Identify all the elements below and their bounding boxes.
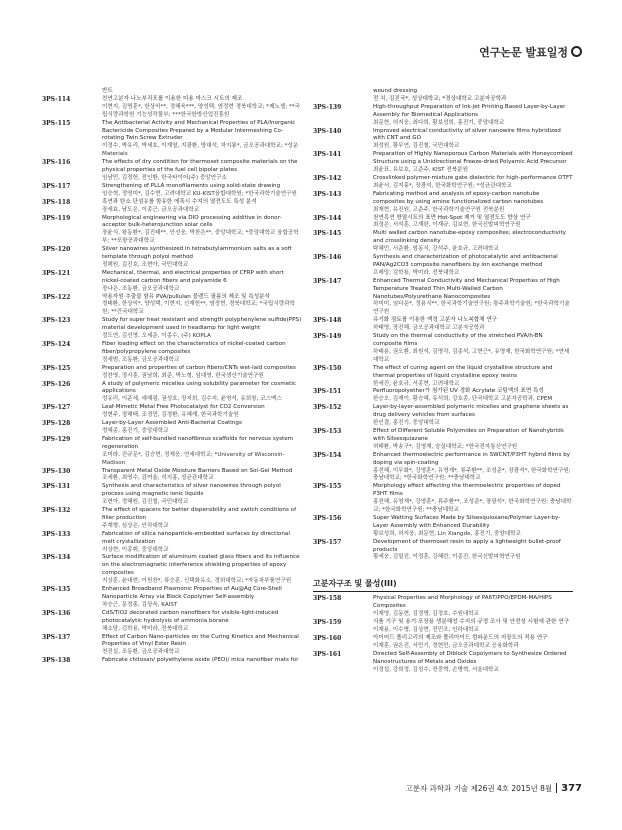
entry-title: Effect of Different Soluble Polyimides on Preparation of Nanohybrids with Silsesquiazane [373,427,564,442]
journal-info: 고분자 과학과 기술 제26권 4호 2015년 8월 [405,784,553,793]
entry-authors: 하미미, 임다운*, 정용식**, 한국과학기술연구원; 광주과학기술원; *한국과학기술연구원 [373,301,570,316]
entry-authors: 정찬영, 정시훈, 권남희, 최준, 박노형, 임대영, 한국생산기술연구원 [102,372,264,379]
entry-authors: 장세효, 남도은, 이종근, 금오공과대학교 [102,206,200,213]
entry-authors: 임남민, 김정헌, 전인환, 한국타이어(주) 중앙연구소 [102,174,227,181]
section-title: 고분자구조 및 물성(III) [313,578,573,592]
entry-code: 3PS-136 [42,609,71,617]
divider [556,783,557,793]
entry-authors: 탁혜민, 서준환, 엄동식, 강석주, 윤호규, 고려대학교 [373,246,499,253]
entry-authors: 정태환, 한상익*, 양성택, 이현지, 신재헌**, 염정현, 경북대학교; *국립식량과학원; **건국대학교 [102,301,295,316]
entry-title: 친연고분자 나노부직포를 이용한 미용 마스크 시트의 제조 [102,95,243,102]
entry-authors: 지상현, 이종휘, 중앙대학교 [102,546,169,553]
entry-code: 3PS-160 [313,634,342,642]
program-entry [42,120,302,160]
entry-title: Crosslinked polymer-mixture gate dielectric for high-performance OTFT [373,174,573,181]
program-entry [313,452,573,484]
entry-code: 3PS-141 [313,151,342,159]
entry-title: Silver nanowires synthesized in tetrabutylammonium salts as a soft template through polyol method [102,246,292,261]
entry-authors: 이재훈, 권은진, 서민기, 정현민, 금오공과대학교 응용화학과 [373,642,519,649]
program-entry [313,278,573,318]
entry-authors: 정유리, 이준세, 예해림, 권성호, 장지희, 김수지, 윤영석, 유희창, 코스맥스 [102,396,282,403]
header-title: 연구논문 발표일정 [479,46,568,59]
program-entry [313,215,573,231]
program-entry [313,104,573,128]
right-column [313,88,573,674]
program-entry [42,483,302,507]
program-entry [42,183,302,199]
entry-title: The effect of curing agent on the liquid crystalline structure and thermal properties of liquid crystalline epoxy resins [373,364,553,379]
entry-title: Multi walled carbon nanotube-epoxy composites; electroconductivity and crosslinking density [373,230,566,245]
entry-code: 3PS-156 [313,514,342,522]
program-entry [313,515,573,539]
entry-code: 3PS-146 [313,254,342,262]
entry-title: 약용자원 추출물 함유 PVA/pullulan 블렌드 필름의 제조 및 특성분석 [102,293,270,300]
entry-code: 3PS-138 [42,657,71,665]
program-entry [313,483,573,515]
program-entry [313,539,573,563]
entry-authors: 이정수, 박유리, 박세호, 이재열, 지광환, 방대석, 차지룡*, 금오공과대학교; *성운 Materials [102,143,299,158]
entry-authors: 지상훈, 윤대현, 이원찬*, 류승훈, 신택화유소, 경희대학교; *자동차부품연구원 [102,578,292,585]
entry-title: Enhanced Broadband Plasmonic Properties of Au@Ag Core-Shell Nanoparticle Array via Block Copolymer Self-assembly [102,586,282,600]
entry-authors: 한인결, 홍진기, 중앙대학교 [373,420,440,427]
entry-title: Transparent Metal Oxide Moisture Barriers Based on Sol-Gel Method [102,467,293,474]
program-entry [42,199,302,215]
program-entry [42,586,302,610]
program-entry [42,341,302,365]
entry-title: Development of thermoset resin to apply a lightweight bullet-proof products [373,538,561,553]
program-entry [42,436,302,468]
program-entry [313,128,573,152]
entry-title: Directed Self-Assembly of Diblock Copolymers to Synthesize Ordered Nanostructures of Metals and Oxides [373,650,567,665]
entry-authors: 허태환, 박송구*, 김영재, 숭실대학교; *한국전자통신연구원 [373,443,518,450]
entry-code: 3PS-157 [313,538,342,546]
page-header [479,44,582,60]
program-entry [42,381,302,405]
entry-code: 3PS-144 [313,214,342,222]
entry-authors: 최윤표, 유보호, 고준주, KIST 전북분원 [373,167,468,174]
entry-code: 3PS-114 [42,95,71,103]
entry-code: 3PS-125 [42,364,71,372]
entry-code: 3PS-139 [313,103,342,111]
entry-code: 3PS-126 [42,380,71,388]
entry-code: 3PS-140 [313,127,342,135]
entry-title: Fiber loading effect on the characteristics of nickel-coated carbon fiber/polypropylene composites [102,341,286,355]
program-entry [42,159,302,183]
entry-code: 3PS-151 [313,388,342,396]
entry-authors: 정해원, 김진호, 조현아, 국민대학교 [102,261,189,268]
entry-code: 3PS-115 [42,119,71,127]
entry-code: 3PS-119 [42,214,71,222]
continued-title: 반트 [102,88,113,94]
entry-title: 아이어드 폴리고리의 제조와 폴리아이드 컴파운드의 저장도의 적용 연구 [373,634,548,641]
entry-code: 3PS-124 [42,341,71,348]
entry-title: Fabricating method and analysis of epoxy-carbon nanotube composites by using amine functionalized carbon nanotubes [373,190,544,205]
entry-title: The effects of dry condition for thermoset composite materials on the physical properties of the fuel cell bipolar plates [102,159,298,174]
entry-code: 3PS-155 [313,483,342,491]
entry-title: Study for super heat resistant and strength polyphenylene sulfide(PPS) material development used in headlamp for light weight [102,317,302,332]
entry-code: 3PS-161 [313,650,342,658]
program-entry [42,468,302,484]
circle-icon [571,46,582,57]
entry-title: Leaf-Mimetic Metal Free Photocatalyst for CO2 Conversion [102,404,265,411]
left-entry-list [42,96,302,665]
entry-authors: 이재용, 이수병, 김상현, 진민조, 인하대학교 [373,627,480,633]
entry-authors: 황세웅, 김밀진, 이정훈, 강혜란, 이종진, 한국신발피혁연구원 [373,554,521,561]
entry-authors: 장나은, 조동환, 금오공과대학교 [102,285,180,292]
entry-code: 3PS-127 [42,404,71,412]
program-entry [313,651,573,675]
program-entry [42,96,302,120]
program-entry [42,404,302,420]
entry-title: Layer-by-layer-assembled polymeric micelles and graphene sheets as drug delivery vehicles from surfaces [373,404,569,419]
program-entry [313,388,573,404]
left-column [42,88,302,665]
program-entry [313,365,573,389]
entry-code: 3PS-117 [42,182,71,190]
entry-title: Surface modification of aluminum coated glass fibers and its influence on the electromagnetic interference shielding properties of epoxy composites [102,554,300,577]
entry-authors: 황보성희, 허지웅, 최문현, Lin Xiangde, 홍진기, 중앙대학교 [373,530,521,537]
entry-code: 3PS-149 [313,333,342,341]
entry-title: Strengthening of PLLA monofilaments using solid-state drawing [102,182,281,189]
entry-code: 3PS-122 [42,293,71,301]
entry-title: Preparation of Highly Nanoporous Carbon Materials with Honeycombed Structure using a Unidirectional Freeze-dried Polyamic Acid Precursor [373,151,573,166]
program-entry [313,230,573,254]
program-entry [313,191,573,215]
entry-title: Physical Properties and Morphology of PA6T/PPO/EPDM-MA/HIPS Composites [373,595,552,610]
entry-code: 3PS-116 [42,159,71,167]
entry-authors: 조세환, 최영수, 김여울, 석지홍, 성균관대학교 [102,475,214,482]
program-entry [313,635,573,651]
entry-code: 3PS-120 [42,246,71,254]
entry-authors: 최재현, 유진원, 고준주, 한국과학기술연구원 전북분원 [373,206,505,213]
entry-title: High-throughput Preparation of Ink-jet Printing Based Layer-by-Layer Assembly for Biomedical Applications [373,103,566,118]
program-entry [313,333,573,365]
program-entry [42,294,302,318]
entry-title: Fabrication of silica nanoparticle-embedded surfaces by directional melt crystallization [102,530,290,545]
entry-title: The effect of spacers for better dispersibility and switch conditions of filler production [102,507,297,521]
entry-title: 유기화 점토를 이용한 액정 고분자 나노복합체 연구 [373,317,498,324]
entry-authors: 정현주, 정해태, 조경민, 김경환, 유혜재, 한국과학기술원 [102,412,239,419]
program-entry [313,619,573,635]
entry-title: Perfluoropolyether가 첨가된 UV 경화 Acrylate 코팅액의 표면 특성 [373,388,544,395]
program-entry [42,270,302,294]
entry-title: 천연흑연 방열시트의 표면 Hot-Spot 제거 및 열전도도 향상 연구 [373,214,531,221]
entry-code: 3PS-130 [42,467,71,475]
entry-authors: 최성원, 황무연, 김진철, 국민대학교 [373,143,460,150]
entry-authors: 이정섭, 강희정, 김성수, 전중혁, 손병혁, 서울대학교 [373,666,499,673]
program-entry [313,175,573,191]
program-entry [42,531,302,555]
entry-code: 3PS-123 [42,317,71,325]
entry-title: Enhanced thermoelectric performance in SWCNT/P3HT hybrid films by doping via spin-coating [373,451,571,466]
continued-authors: 전 치, 김진국*, 성상대학교; *경상대학교 고분자공학과 [373,95,507,102]
section-entry-list [313,595,573,674]
entry-authors: 홍전혜, 유영재*, 강영훈*, 류주환**, 조성준*, 장광석*, 한국화학연구원; 충남대학교; *한국화학연구원; **충남대학교 [373,499,572,514]
entry-authors: 장윤식, 왕동환*, 김진태**, 안선웅, 박찬은**, 중앙대학교; *중앙대학교 융합공학부; **포항공과대학교 [102,230,299,245]
entry-code: 3PS-150 [313,364,342,372]
entry-authors: 임승혁, 정영미*, 김수현, 고려대학교 KU-KIST융합대학원; *한국과학기술연구원 [102,190,297,197]
program-entry [313,151,573,175]
entry-code: 3PS-128 [42,420,71,428]
entry-code: 3PS-152 [313,404,342,412]
entry-authors: 조현아, 정해원, 김진철, 국민대학교 [102,499,189,506]
program-entry [313,595,573,619]
program-entry [42,507,302,531]
entry-authors: 최정은, 서석훈, 고재완, 이재규, 김보현, 한국신발피혁연구원 [373,222,521,229]
entry-title: Synthesis and characteristics of silver nanowires through polyol process using magnetic ionic liquids [102,483,281,498]
entry-authors: 채소담, 김학용, 박미라, 전북대학교 [102,625,189,632]
entry-title: Fabrication of self-bundled nanofibrous scaffolds for nervous system regeneration [102,435,294,450]
program-entry [313,317,573,333]
entry-authors: 천진실, 조동환, 금오공과대학교 [102,649,180,656]
entry-title: Study on the thermal conductivity of the stretched PVA/h-BN composite films [373,333,543,347]
program-entry [42,610,302,634]
entry-title: The Antibacterial Activity and Mechanical Properties of PLA/Inorganic Bactericide Composites Prepared by a Modular Intermeshing Co-rotating Twin Screw Extruder [102,119,296,142]
entry-code: 3PS-158 [313,595,342,603]
entry-code: 3PS-159 [313,619,342,627]
entry-code: 3PS-133 [42,530,71,538]
entry-code: 3PS-118 [42,198,71,206]
entry-code: 3PS-129 [42,435,71,443]
entry-code: 3PS-148 [313,317,342,325]
entry-code: 3PS-154 [313,451,342,459]
program-entry [42,634,302,658]
entry-code: 3PS-121 [42,269,71,277]
entry-code: 3PS-135 [42,586,71,594]
program-entry [42,420,302,436]
entry-title: Morphology effect affecting the thermoelectric properties of doped P3HT films [373,483,561,498]
entry-title: Mechanical, thermal, and electrical properties of CFRP with short nickel-coated carbon fibers and polyamide 6 [102,269,284,284]
entry-authors: 조미라, 진규문*, 김승현, 정재웅, 연세대학교; *University of Wisconsin-Madison [102,451,285,466]
entry-authors: 이현지, 김명훈*, 한상익**, 정혜욱***, 양성택, 염정현 경북대학교; *제노셀; **국립식량과학원 기능성작물부; ***한국한방산업진흥원 [102,103,300,118]
entry-title: Morphological engineering via DIO processing additive in donor-acceptor bulk-heterojunction solar cells [102,214,282,229]
entry-title: 식품 기구 및 용기·포장용 생분해성 수지의 규정 조사 및 안전성 시험에 관한 연구 [373,619,570,626]
entry-authors: 한세진, 윤호규, 서종현, 고려대학교 [373,380,460,387]
entry-title: Super Wetting Surfaces Made by Silsesquioxane/Polymer Layer-by-Layer Assembly with Enhanced Durability [373,514,561,529]
page-number: 377 [561,783,582,794]
entry-title: 흑연과 탄소 단섬유를 함유한 에폭시 수지의 열전도도 특성 분석 [102,198,257,205]
entry-code: 3PS-137 [42,633,71,641]
entry-authors: 홍전혜, 이무화*, 강영훈*, 유영재*, 류주환**, 조성준*, 장광석*, 한국화학연구원; 충남대학교; *한국화학연구원; **충남대학교 [373,467,571,482]
entry-code: 3PS-143 [313,190,342,198]
entry-authors: 최윤서, 김지홍*, 장광석, 한국화학연구원; *성균관대학교 [373,182,512,189]
entry-code: 3PS-142 [313,174,342,182]
right-entry-list [313,104,573,563]
entry-title: Fabricate chitosan/ polyethylene oxide (PEO)/ mica nanofiber mats for [102,657,299,664]
program-entry [313,404,573,428]
entry-authors: 주재형, 심상은, 인하대학교 [102,522,169,529]
continued-title: wound dressing [373,88,418,94]
entry-authors: 프레밍, 김학용, 박미라, 전북대학교 [373,269,460,276]
program-entry [42,246,302,270]
program-entry [42,657,302,665]
entry-code: 3PS-153 [313,427,342,435]
program-entry [42,554,302,586]
entry-code: 3PS-131 [42,483,71,491]
entry-authors: 하태용, 권오환, 최원석, 김명각, 김종석, 고현근*, 유영재, 한국화학연구원; *연세대학교 [373,348,570,363]
page-footer [405,783,582,794]
entry-title: Synthesis and characterization of photocatalytic and antibacterial PAN/Ag2CO3 composite nanofibers by ion exchange method [373,254,558,268]
program-entry [42,365,302,381]
entry-title: Enhanced Thermal Conductivity and Mechanical Properties of High Temperature Treated Thin Multi-Walled Carbon Nanotubes/Polyurethane Nanocomposites [373,277,560,300]
program-entry [42,317,302,341]
entry-authors: 이재영, 김동현, 김정명, 김정호, 수원대학교 [373,611,480,618]
entry-title: Improved electrical conductivity of silver nanowire films hybridized with CNT and GO [373,127,561,142]
program-entry [313,428,573,452]
entry-title: Preparation and properties of carbon fibers/CNTs wet-laid composites [102,364,296,371]
entry-authors: 정도연, 김선영, 오세준, 이종수, (주) KOPLA [102,333,211,340]
entry-code: 3PS-134 [42,554,71,562]
entry-authors: 한승오, 김재이, 황승혜, 유석희, 강호종, 단국대학교 고분자공학과, CPEM [373,396,553,403]
entry-authors: 차승근, 문정홍, 김상욱, KAIST [102,601,178,608]
entry-code: 3PS-147 [313,277,342,285]
entry-title: Effect of Carbon Nano-particles on the Curing Kinetics and Mechanical Properties of Vinyl Ester Resin [102,633,299,648]
entry-authors: 최문현, 허지웅, 최다희, 황보성희, 홍진기, 중앙대학교 [373,119,505,126]
entry-title: Layer-by-Layer Assembled Anti-Bacterial Coatings [102,420,242,427]
entry-authors: 하태영, 장진해, 금오공과대학교 고분자공학과 [373,325,485,332]
entry-title: CdS/TiO2 decorated carbon nanofibers for visible-light-induced photocatalytic hydrolysis of ammonia borane [102,609,279,624]
entry-code: 3PS-145 [313,230,342,238]
program-entry [42,215,302,247]
entry-code: 3PS-132 [42,507,71,515]
entry-authors: 정혜종, 홍진기, 중앙대학교 [102,427,169,434]
entry-authors: 정세범, 조동환, 금오공과대학교 [102,356,180,363]
entry-title: A study of polymeric micelles using solubility parameter for cosmetic applications [102,380,296,395]
program-entry [313,254,573,278]
